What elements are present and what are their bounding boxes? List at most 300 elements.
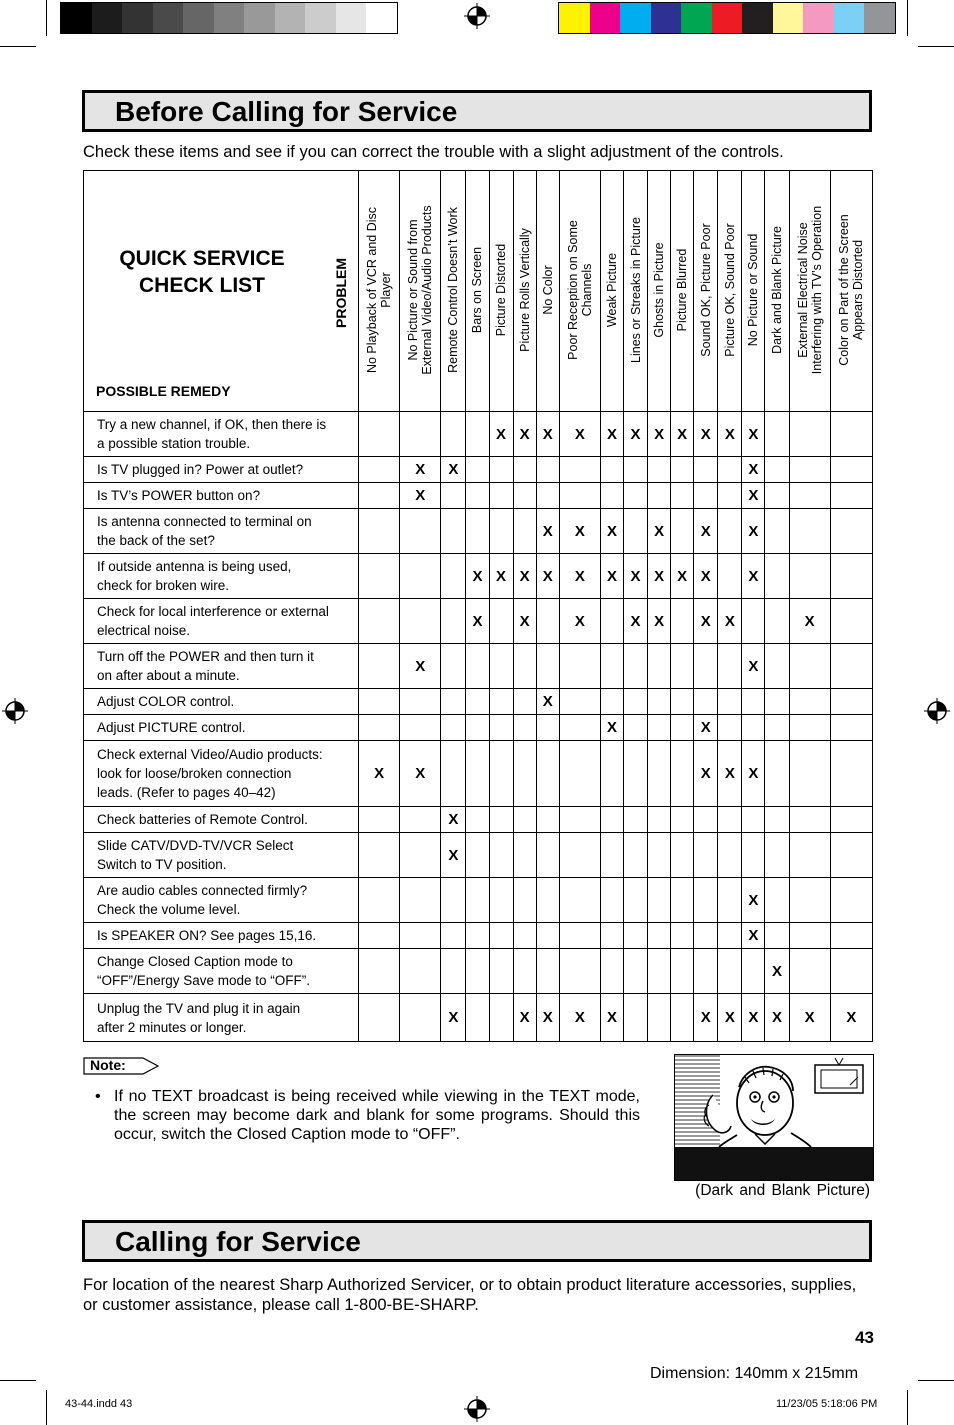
remedy-cell: Unplug the TV and plug it in again after 2 minutes or longer. (84, 994, 359, 1042)
problem-label-text: Bars on Screen (470, 246, 485, 334)
mark-cell (513, 644, 536, 689)
mark-cell (466, 483, 489, 509)
mark-cell: X (559, 599, 600, 644)
crop-mark (46, 0, 47, 36)
mark-cell (830, 457, 872, 483)
color-swatch (620, 3, 651, 33)
color-swatch (183, 3, 214, 33)
mark-cell (671, 807, 694, 833)
mark-cell (671, 644, 694, 689)
mark-cell (694, 923, 718, 949)
mark-cell (466, 807, 489, 833)
crop-mark (907, 1390, 908, 1425)
mark-cell (718, 457, 742, 483)
remedy-cell: Is TV plugged in? Power at outlet? (84, 457, 359, 483)
mark-cell (359, 994, 400, 1042)
mark-cell (671, 741, 694, 807)
table-row (84, 599, 873, 644)
mark-cell (400, 923, 441, 949)
check-list-title-line: QUICK SERVICE (119, 246, 285, 270)
mark-cell (765, 483, 789, 509)
color-swatch (712, 3, 743, 33)
mark-cell (600, 741, 623, 807)
mark-cell (600, 833, 623, 878)
mark-cell (359, 949, 400, 994)
mark-cell (765, 457, 789, 483)
mark-cell (789, 923, 830, 949)
mark-cell (789, 644, 830, 689)
mark-cell (400, 412, 441, 457)
problem-label-text: Picture Distorted (494, 243, 509, 337)
mark-cell (830, 644, 872, 689)
mark-cell (536, 923, 559, 949)
crop-mark (0, 46, 36, 47)
mark-cell (600, 599, 623, 644)
mark-cell (359, 644, 400, 689)
mark-cell (830, 878, 872, 923)
table-row (84, 949, 873, 994)
mark-cell (623, 994, 647, 1042)
mark-cell: X (359, 741, 400, 807)
problem-label-text: Lines or Streaks in Picture (628, 217, 643, 363)
color-swatch (122, 3, 153, 33)
mark-cell (441, 644, 466, 689)
mark-cell: X (536, 509, 559, 554)
mark-cell (671, 509, 694, 554)
mark-cell (559, 807, 600, 833)
mark-cell: X (600, 715, 623, 741)
mark-cell (359, 554, 400, 599)
mark-cell (559, 689, 600, 715)
mark-cell: X (742, 483, 765, 509)
mark-cell (671, 483, 694, 509)
mark-cell: X (400, 483, 441, 509)
mark-cell (765, 412, 789, 457)
mark-cell (466, 923, 489, 949)
mark-cell (559, 457, 600, 483)
table-row (84, 833, 873, 878)
mark-cell (694, 644, 718, 689)
mark-cell (441, 878, 466, 923)
mark-cell (513, 833, 536, 878)
page-number: 43 (855, 1328, 874, 1347)
mark-cell: X (830, 994, 872, 1042)
mark-cell: X (513, 994, 536, 1042)
mark-cell (400, 949, 441, 994)
crop-mark (918, 1380, 954, 1381)
mark-cell (466, 689, 489, 715)
mark-cell (513, 483, 536, 509)
mark-cell: X (742, 457, 765, 483)
mark-cell (742, 833, 765, 878)
mark-cell (718, 715, 742, 741)
mark-cell (718, 878, 742, 923)
mark-cell (718, 923, 742, 949)
man-watching-tv-icon (675, 1055, 873, 1180)
mark-cell (466, 412, 489, 457)
problem-column-header (765, 171, 789, 412)
check-list-title-line: CHECK LIST (138, 273, 265, 297)
color-swatch (244, 3, 275, 33)
mark-cell (623, 741, 647, 807)
mark-cell (830, 949, 872, 994)
remedy-cell: If outside antenna is being used, check for broken wire. (84, 554, 359, 599)
mark-cell (789, 412, 830, 457)
mark-cell (489, 878, 513, 923)
mark-cell: X (559, 509, 600, 554)
mark-cell (830, 923, 872, 949)
registration-mark-icon (464, 3, 490, 29)
mark-cell (830, 554, 872, 599)
mark-cell (441, 689, 466, 715)
mark-cell (830, 689, 872, 715)
mark-cell: X (718, 599, 742, 644)
mark-cell: X (694, 599, 718, 644)
mark-cell: X (742, 994, 765, 1042)
problem-label-text: No Playback of VCR and Disc Player (365, 206, 394, 374)
table-row (84, 457, 873, 483)
mark-cell: X (600, 509, 623, 554)
mark-cell (742, 715, 765, 741)
mark-cell: X (489, 412, 513, 457)
mark-cell (441, 483, 466, 509)
mark-cell (648, 689, 671, 715)
crop-mark (0, 1380, 36, 1381)
mark-cell: X (441, 457, 466, 483)
mark-cell (671, 994, 694, 1042)
table-row (84, 554, 873, 599)
table-row (84, 483, 873, 509)
dimension-text: Dimension: 140mm x 215mm (650, 1365, 859, 1382)
mark-cell (489, 599, 513, 644)
section-title: Before Calling for Service (115, 96, 458, 127)
problem-column-header (671, 171, 694, 412)
problem-column-header (400, 171, 441, 412)
mark-cell (718, 554, 742, 599)
quick-service-check-list (83, 170, 873, 1043)
crop-mark (46, 1390, 47, 1425)
mark-cell (489, 994, 513, 1042)
color-swatch (153, 3, 184, 33)
problem-column-header (718, 171, 742, 412)
mark-cell (765, 689, 789, 715)
mark-cell (359, 412, 400, 457)
mark-cell (623, 644, 647, 689)
mark-cell (513, 457, 536, 483)
mark-cell (765, 644, 789, 689)
mark-cell (359, 457, 400, 483)
mark-cell (694, 807, 718, 833)
mark-cell (648, 994, 671, 1042)
mark-cell (466, 715, 489, 741)
mark-cell (489, 741, 513, 807)
mark-cell: X (742, 554, 765, 599)
mark-cell: X (742, 644, 765, 689)
mark-cell (648, 949, 671, 994)
remedy-cell: Change Closed Caption mode to “OFF”/Energy Save mode to “OFF”. (84, 949, 359, 994)
mark-cell (830, 599, 872, 644)
mark-cell (441, 741, 466, 807)
mark-cell (466, 994, 489, 1042)
section-title: Calling for Service (115, 1226, 361, 1257)
mark-cell (671, 923, 694, 949)
color-swatch (366, 3, 397, 33)
mark-cell (600, 689, 623, 715)
mark-cell (648, 741, 671, 807)
mark-cell: X (694, 741, 718, 807)
problem-column-header (513, 171, 536, 412)
mark-cell (359, 807, 400, 833)
problem-label-text: Picture Blurred (675, 248, 690, 332)
remedy-cell: Is TV’s POWER button on? (84, 483, 359, 509)
intro-text: Check these items and see if you can correct the trouble with a slight adjustment of the controls. (83, 143, 784, 161)
problem-label-text: Weak Picture (604, 252, 619, 328)
table-row (84, 741, 873, 807)
mark-cell (466, 878, 489, 923)
color-swatch (651, 3, 682, 33)
mark-cell: X (536, 412, 559, 457)
mark-cell (513, 715, 536, 741)
section-header-before-calling (82, 90, 872, 132)
mark-cell (559, 833, 600, 878)
mark-cell (489, 715, 513, 741)
mark-cell (489, 949, 513, 994)
color-swatch (336, 3, 367, 33)
mark-cell (830, 509, 872, 554)
mark-cell (718, 483, 742, 509)
mark-cell (400, 994, 441, 1042)
mark-cell (789, 715, 830, 741)
table-row (84, 994, 873, 1042)
mark-cell (718, 644, 742, 689)
registration-mark-icon (464, 1396, 490, 1422)
mark-cell (648, 807, 671, 833)
mark-cell (400, 554, 441, 599)
mark-cell (765, 833, 789, 878)
mark-cell (600, 457, 623, 483)
mark-cell (765, 741, 789, 807)
mark-cell (830, 715, 872, 741)
mark-cell (765, 599, 789, 644)
mark-cell (765, 878, 789, 923)
color-swatch (92, 3, 123, 33)
table-row (84, 878, 873, 923)
mark-cell (359, 483, 400, 509)
mark-cell (513, 509, 536, 554)
mark-cell (536, 457, 559, 483)
mark-cell (489, 509, 513, 554)
color-swatch (559, 3, 590, 33)
problem-column-header (694, 171, 718, 412)
mark-cell: X (742, 741, 765, 807)
crop-mark (918, 46, 954, 47)
problem-column-header (466, 171, 489, 412)
mark-cell: X (513, 599, 536, 644)
mark-cell (559, 483, 600, 509)
mark-cell: X (694, 509, 718, 554)
mark-cell (441, 554, 466, 599)
mark-cell (513, 741, 536, 807)
mark-cell (359, 878, 400, 923)
mark-cell (789, 689, 830, 715)
registration-mark-icon (2, 698, 28, 724)
mark-cell (559, 741, 600, 807)
mark-cell: X (648, 554, 671, 599)
mark-cell: X (623, 599, 647, 644)
mark-cell (441, 599, 466, 644)
mark-cell (536, 644, 559, 689)
mark-cell (489, 923, 513, 949)
remedy-cell: Is antenna connected to terminal on the back of the set? (84, 509, 359, 554)
mark-cell: X (789, 994, 830, 1042)
mark-cell (536, 807, 559, 833)
mark-cell: X (559, 994, 600, 1042)
problem-column-header (789, 171, 830, 412)
mark-cell (466, 457, 489, 483)
mark-cell: X (400, 457, 441, 483)
mark-cell (359, 509, 400, 554)
mark-cell (742, 807, 765, 833)
mark-cell (671, 689, 694, 715)
mark-cell (441, 949, 466, 994)
mark-cell (400, 807, 441, 833)
mark-cell (742, 949, 765, 994)
table-row (84, 412, 873, 457)
color-swatch (275, 3, 306, 33)
mark-cell: X (513, 412, 536, 457)
mark-cell (600, 644, 623, 689)
mark-cell (830, 833, 872, 878)
mark-cell: X (441, 994, 466, 1042)
mark-cell (466, 509, 489, 554)
mark-cell: X (694, 412, 718, 457)
mark-cell (742, 599, 765, 644)
mark-cell (441, 412, 466, 457)
mark-cell: X (648, 599, 671, 644)
mark-cell (694, 457, 718, 483)
mark-cell: X (441, 833, 466, 878)
problem-label-text: External Electrical Noise Interfering with TV’s Operation (795, 205, 824, 375)
mark-cell (718, 509, 742, 554)
mark-cell (789, 483, 830, 509)
mark-cell: X (694, 715, 718, 741)
problem-column-header (359, 171, 400, 412)
mark-cell (765, 554, 789, 599)
mark-cell (623, 923, 647, 949)
mark-cell (489, 833, 513, 878)
color-swatch (742, 3, 773, 33)
mark-cell (400, 689, 441, 715)
mark-cell (648, 644, 671, 689)
mark-cell (466, 644, 489, 689)
problem-column-header (536, 171, 559, 412)
mark-cell (623, 807, 647, 833)
mark-cell: X (718, 994, 742, 1042)
mark-cell (359, 833, 400, 878)
mark-cell: X (466, 554, 489, 599)
color-swatch (773, 3, 804, 33)
mark-cell (559, 715, 600, 741)
table-row (84, 715, 873, 741)
problem-label-text: Remote Control Doesn’t Work (446, 207, 461, 373)
mark-cell (489, 457, 513, 483)
problem-label-text: No Picture or Sound (746, 233, 761, 347)
mark-cell (830, 741, 872, 807)
mark-cell (789, 457, 830, 483)
mark-cell (623, 457, 647, 483)
mark-cell: X (559, 412, 600, 457)
note-bullet (95, 1087, 640, 1144)
color-swatch (214, 3, 245, 33)
color-swatch (681, 3, 712, 33)
mark-cell (400, 715, 441, 741)
mark-cell (513, 878, 536, 923)
remedy-cell: Check external Video/Audio products: look for loose/broken connection leads. (Refer to pages 40–42) (84, 741, 359, 807)
mark-cell: X (789, 599, 830, 644)
mark-cell: X (648, 412, 671, 457)
mark-cell (513, 689, 536, 715)
mark-cell (536, 483, 559, 509)
problem-column-header (600, 171, 623, 412)
mark-cell: X (600, 412, 623, 457)
mark-cell (789, 833, 830, 878)
mark-cell: X (742, 509, 765, 554)
mark-cell (671, 833, 694, 878)
mark-cell (536, 833, 559, 878)
section-header-calling-for-service (82, 1220, 872, 1262)
mark-cell (648, 715, 671, 741)
remedy-cell: Are audio cables connected firmly? Check the volume level. (84, 878, 359, 923)
problem-column-header (623, 171, 647, 412)
mark-cell (648, 833, 671, 878)
mark-cell (559, 644, 600, 689)
mark-cell (623, 949, 647, 994)
mark-cell (671, 949, 694, 994)
note-label: Note: (90, 1057, 126, 1073)
mark-cell: X (600, 994, 623, 1042)
mark-cell: X (694, 554, 718, 599)
mark-cell (623, 689, 647, 715)
problem-label-text: Picture OK, Sound Poor (722, 223, 737, 357)
mark-cell: X (400, 741, 441, 807)
mark-cell: X (489, 554, 513, 599)
mark-cell: X (718, 412, 742, 457)
problem-label: PROBLEM (333, 258, 349, 328)
problem-column-header (559, 171, 600, 412)
mark-cell: X (441, 807, 466, 833)
color-swatch (803, 3, 834, 33)
slug-file: 43-44.indd 43 (65, 1398, 133, 1410)
mark-cell (789, 509, 830, 554)
mark-cell (536, 949, 559, 994)
problem-label-text: Poor Reception on Some Channels (565, 220, 594, 360)
mark-cell (671, 715, 694, 741)
mark-cell (466, 949, 489, 994)
mark-cell (489, 483, 513, 509)
mark-cell (400, 878, 441, 923)
mark-cell (441, 715, 466, 741)
color-swatch (305, 3, 336, 33)
table-row (84, 644, 873, 689)
mark-cell (623, 878, 647, 923)
remedy-cell: Turn off the POWER and then turn it on after about a minute. (84, 644, 359, 689)
mark-cell: X (694, 994, 718, 1042)
mark-cell (623, 483, 647, 509)
mark-cell: X (536, 994, 559, 1042)
problem-label-text: Ghosts in Picture (652, 242, 667, 338)
mark-cell (536, 878, 559, 923)
mark-cell (359, 715, 400, 741)
